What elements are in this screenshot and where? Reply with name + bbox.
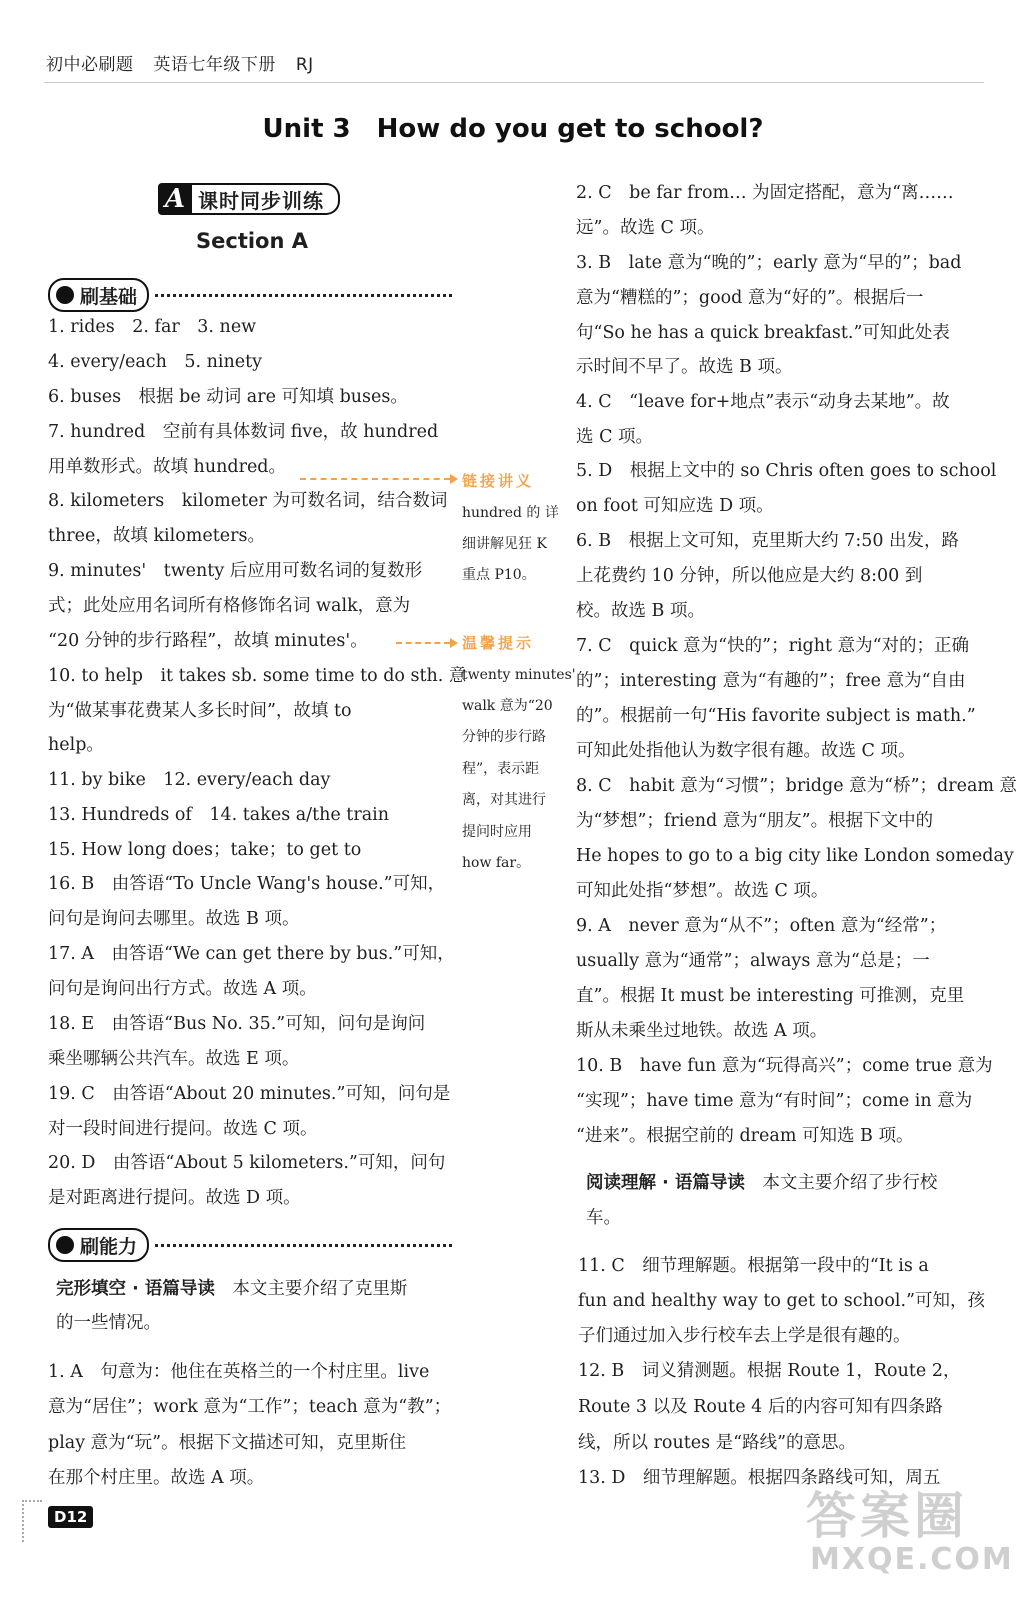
text-line: 1. rides 2. far 3. new <box>48 317 257 337</box>
text-line: 1. A 句意为：他住在英格兰的一个村庄里。live <box>48 1362 430 1382</box>
watermark-line-2: MXQE.COM <box>810 1542 1014 1577</box>
section-title: Section A <box>196 229 308 253</box>
text-line: 的”。根据前一句“His favorite subject is math.” <box>576 706 976 726</box>
text-line: “进来”。根据空前的 dream 可知选 B 项。 <box>576 1126 914 1146</box>
side-tip-head: 温馨提示 <box>462 634 535 652</box>
text-line: fun and healthy way to get to school.”可知，孩 <box>578 1291 985 1311</box>
link-arrow <box>300 478 450 480</box>
text-line: 在那个村庄里。故选 A 项。 <box>48 1468 265 1488</box>
text-line: 是对距离进行提问。故选 D 项。 <box>48 1188 301 1208</box>
reading-guide <box>586 1170 937 1196</box>
text-line: 斯从未乘坐过地铁。故选 A 项。 <box>576 1021 828 1041</box>
text-line: 上花费约 10 分钟，所以他应是大约 8:00 到 <box>576 566 923 586</box>
tag-dotted-line <box>155 1244 452 1247</box>
text-line: 乘坐哪辆公共汽车。故选 E 项。 <box>48 1049 300 1069</box>
text-line: 15. How long does；take；to get to <box>48 840 362 860</box>
text-line: 选 C 项。 <box>576 427 654 447</box>
side-link-head: 链接讲义 <box>462 472 535 490</box>
text-line: 分钟的步行路 <box>462 729 546 745</box>
text-line: “20 分钟的步行路程”，故填 minutes'。 <box>48 631 368 651</box>
text-line: usually 意为“通常”；always 意为“总是；一 <box>576 951 930 971</box>
text-line: 意为“居住”；work 意为“工作”；teach 意为“教”； <box>48 1397 452 1417</box>
text-line: He hopes to go to a big city like London someday <box>576 846 1014 866</box>
text-line: on foot 可知应选 D 项。 <box>576 496 774 516</box>
text-line: 3. B late 意为“晚的”；early 意为“早的”；bad <box>576 253 962 273</box>
tag-ability-label: 刷能力 <box>80 1235 138 1258</box>
text-line: how far。 <box>462 855 531 871</box>
cloze-intro-2: 的一些情况。 <box>56 1313 161 1333</box>
text-line: 8. kilometers kilometer 为可数名词，结合数词 <box>48 491 448 511</box>
text-line: 直”。根据 It must be interesting 可推测，克里 <box>576 986 965 1006</box>
text-line: 5. D 根据上文中的 so Chris often goes to school <box>576 461 997 481</box>
text-line: 11. by bike 12. every/each day <box>48 770 331 790</box>
text-line: 6. B 根据上文可知，克里斯大约 7:50 出发，路 <box>576 531 960 551</box>
text-line: 校。故选 B 项。 <box>576 601 705 621</box>
text-line: 7. C quick 意为“快的”；right 意为“对的；正确 <box>576 636 970 656</box>
text-line: 11. C 细节理解题。根据第一段中的“It is a <box>578 1256 929 1276</box>
tag-dotted-line <box>155 294 452 297</box>
tag-basic-badge <box>48 278 149 312</box>
text-line: “实现”；have time 意为“有时间”；come in 意为 <box>576 1091 973 1111</box>
text-line: 示时间不早了。故选 B 项。 <box>576 357 793 377</box>
reading-intro-1: 本文主要介绍了步行校 <box>762 1173 938 1193</box>
text-line: 6. buses 根据 be 动词 are 可知填 buses。 <box>48 387 408 407</box>
text-line: hundred 的 详 <box>462 505 559 521</box>
tag-dot-icon <box>56 286 74 304</box>
text-line: 13. D 细节理解题。根据四条路线可知，周五 <box>578 1468 941 1488</box>
unit-title: Unit 3 How do you get to school? <box>262 114 764 144</box>
text-line: 7. hundred 空前有具体数词 five，故 hundred <box>48 422 439 442</box>
text-line: 子们通过加入步行校车去上学是很有趣的。 <box>578 1326 911 1346</box>
text-line: 提问时应用 <box>462 824 532 840</box>
text-line: three，故填 kilometers。 <box>48 526 265 546</box>
tag-ability-badge <box>48 1228 149 1262</box>
text-line: 16. B 由答语“To Uncle Wang's house.”可知， <box>48 874 446 894</box>
banner-letter: A <box>158 183 192 215</box>
text-line: 可知此处指他认为数字很有趣。故选 C 项。 <box>576 741 916 761</box>
text-line: 9. minutes' twenty 后应用可数名词的复数形 <box>48 561 423 581</box>
tag-ability <box>48 1228 452 1262</box>
text-line: 线，所以 routes 是“路线”的意思。 <box>578 1433 857 1453</box>
text-line: 10. to help it takes sb. some time to do sth. 意 <box>48 666 467 686</box>
cloze-guide <box>56 1276 407 1302</box>
text-line: 19. C 由答语“About 20 minutes.”可知，问句是 <box>48 1084 451 1104</box>
text-line: 18. E 由答语“Bus No. 35.”可知，问句是询问 <box>48 1014 426 1034</box>
text-line: 对一段时间进行提问。故选 C 项。 <box>48 1119 318 1139</box>
text-line: 程”，表示距 <box>462 761 540 777</box>
text-line: 4. C “leave for+地点”表示“动身去某地”。故 <box>576 392 950 412</box>
text-line: 为“做某事花费某人多长时间”，故填 to <box>48 701 352 721</box>
text-line: 重点 P10。 <box>462 567 536 583</box>
text-line: 的”；interesting 意为“有趣的”；free 意为“自由 <box>576 671 966 691</box>
text-line: 式；此处应用名词所有格修饰名词 walk，意为 <box>48 596 411 616</box>
text-line: 离，对其进行 <box>462 792 546 808</box>
text-line: 4. every/each 5. ninety <box>48 352 263 372</box>
section-banner <box>158 183 340 215</box>
tip-arrow <box>396 642 450 644</box>
text-line: 12. B 词义猜测题。根据 Route 1，Route 2， <box>578 1361 961 1381</box>
text-line: 远”。故选 C 项。 <box>576 218 715 238</box>
text-line: 句“So he has a quick breakfast.”可知此处表 <box>576 323 950 343</box>
text-line: 10. B have fun 意为“玩得高兴”；come true 意为 <box>576 1056 993 1076</box>
reading-head: 阅读理解 · 语篇导读 <box>586 1173 745 1193</box>
book-name: 初中必刷题 <box>46 55 134 75</box>
tag-basic-label: 刷基础 <box>80 285 138 308</box>
text-line: 13. Hundreds of 14. takes a/the train <box>48 805 389 825</box>
text-line: 可知此处指“梦想”。故选 C 项。 <box>576 881 829 901</box>
text-line: 8. C habit 意为“习惯”；bridge 意为“桥”；dream 意 <box>576 776 1018 796</box>
text-line: 为“梦想”；friend 意为“朋友”。根据下文中的 <box>576 811 934 831</box>
page-number: D12 <box>48 1506 93 1528</box>
text-line: walk 意为“20 <box>462 698 553 714</box>
text-line: 用单数形式。故填 hundred。 <box>48 457 287 477</box>
page-corner-mark <box>22 1500 42 1542</box>
reading-intro-2: 车。 <box>586 1208 621 1228</box>
watermark-line-1: 答案圈 <box>806 1487 968 1545</box>
cloze-intro-1: 本文主要介绍了克里斯 <box>232 1279 408 1299</box>
cloze-head: 完形填空 · 语篇导读 <box>56 1279 215 1299</box>
running-header <box>46 50 328 75</box>
tag-dot-icon <box>56 1236 74 1254</box>
text-line: 17. A 由答语“We can get there by bus.”可知， <box>48 944 455 964</box>
text-line: 问句是询问出行方式。故选 A 项。 <box>48 979 317 999</box>
text-line: help。 <box>48 735 104 755</box>
text-line: 20. D 由答语“About 5 kilometers.”可知，问句 <box>48 1153 446 1173</box>
text-line: 问句是询问去哪里。故选 B 项。 <box>48 909 300 929</box>
text-line: twenty minutes' <box>462 667 576 683</box>
banner-text: 课时同步训练 <box>192 183 340 215</box>
text-line: 意为“糟糕的”；good 意为“好的”。根据后一 <box>576 288 924 308</box>
subject-name: 英语七年级下册 <box>153 55 276 75</box>
edition-label: RJ <box>295 55 314 75</box>
text-line: 2. C be far from… 为固定搭配，意为“离…… <box>576 183 954 203</box>
text-line: 细讲解见狂 K <box>462 536 547 552</box>
tag-basic <box>48 278 452 312</box>
text-line: play 意为“玩”。根据下文描述可知，克里斯住 <box>48 1433 407 1453</box>
header-rule <box>44 82 984 83</box>
text-line: 9. A never 意为“从不”；often 意为“经常”； <box>576 916 947 936</box>
watermark <box>806 1476 1014 1586</box>
text-line: Route 3 以及 Route 4 后的内容可知有四条路 <box>578 1397 943 1417</box>
